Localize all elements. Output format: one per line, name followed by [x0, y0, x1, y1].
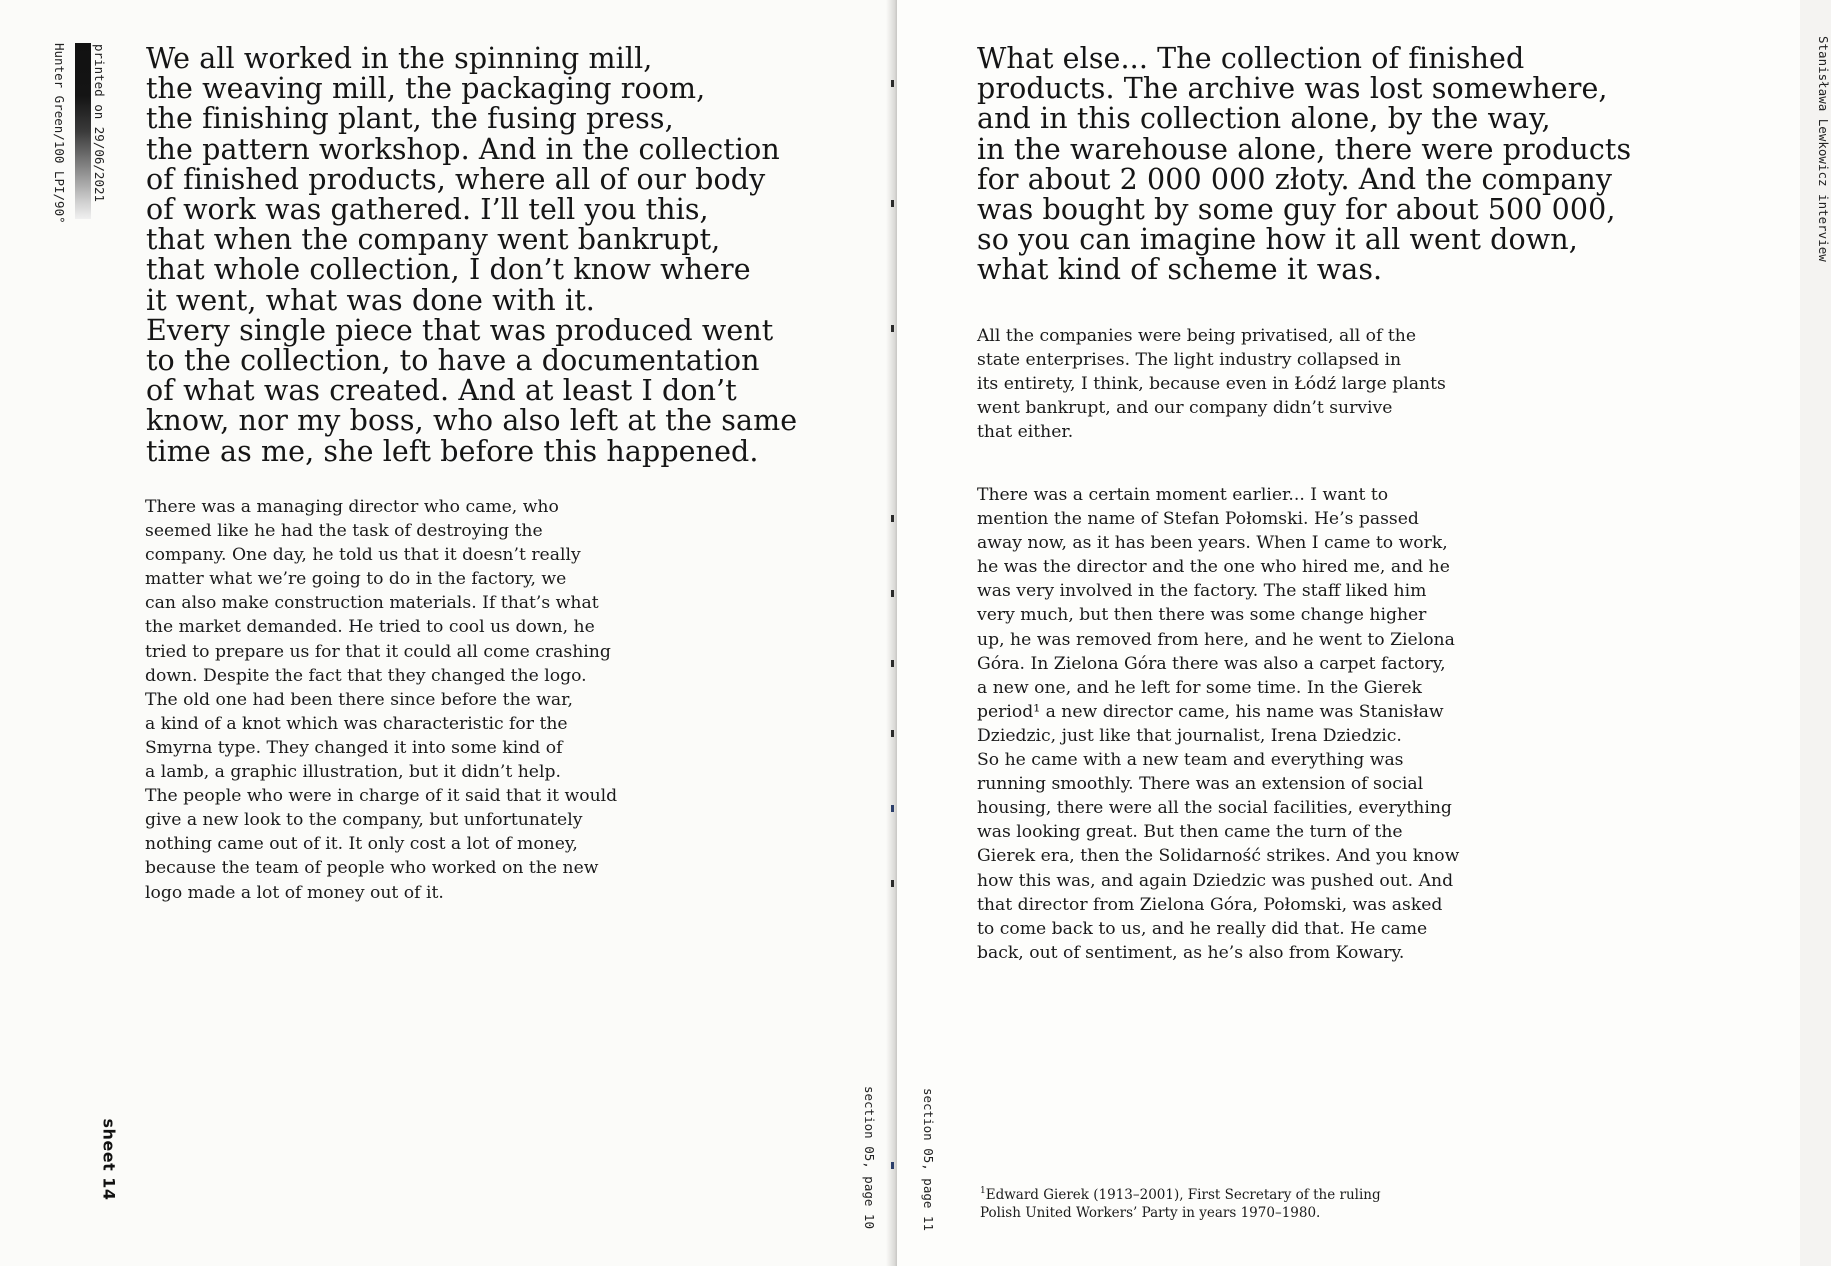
footnote: [980, 1182, 1381, 1222]
running-title: Stanisława Lewkowicz interview: [1816, 36, 1831, 262]
gutter-mark: [891, 590, 894, 597]
gutter-mark: [891, 515, 894, 522]
gutter-mark: [891, 1162, 894, 1169]
gutter-mark: [891, 730, 894, 737]
gutter-mark: [891, 325, 894, 332]
gutter-mark: [891, 660, 894, 667]
body-text-left: There was a managing director who came, who seemed like he had the task of destroying the company. One day, he told us that it doesn’t really matter what we’re going to do in the factory, we can also make construction materials. If that’s what the market demanded. He tried to cool us down, he tried to prepare us for that it could all come crashing down. Despite the fact that they changed the logo. The old one had been there since before the war, a kind of a knot which was characteristic for the Smyrna type. They changed it into some kind of a lamb, a graphic illustration, but it didn’t help. The people who were in charge of it said that it would give a new look to the company, but unfortunately nothing came out of it. It only cost a lot of money, because the team of people who worked on the new logo made a lot of money out of it.: [145, 497, 618, 903]
left-page: [0, 0, 893, 1266]
page-number-left: section 05, page 10: [862, 1086, 877, 1229]
screen-spec-label: Hunter Green/100 LPI/90°: [52, 43, 67, 224]
color-swatch-strip: [75, 43, 91, 219]
footnote-marker: 1: [980, 1186, 986, 1196]
right-page: [897, 0, 1831, 1266]
gutter-mark: [891, 880, 894, 887]
gutter-mark: [891, 805, 894, 812]
gutter-mark: [891, 200, 894, 207]
print-date-label: printed on 29/06/2021: [92, 44, 107, 203]
gutter-mark: [891, 80, 894, 87]
page-number-right: section 05, page 11: [921, 1088, 936, 1231]
body-text-right-2: There was a certain moment earlier... I want to mention the name of Stefan Połomski. He’s passed away now, as it has been years. When I came to work, he was the director and the one who hired me, and he was very involved in the factory. The staff liked him very much, but then there was some change higher up, he was removed from here, and he went to Zielona Góra. In Zielona Góra there was also a carpet factory, a new one, and he left for some time. In the Gierek period¹ a new director came, his name was Stanisław Dziedzic, just like that journalist, Irena Dziedzic. So he came with a new team and everything was running smoothly. There was an extension of social housing, there were all the social facilities, everything was looking great. But then came the turn of the Gierek era, then the Solidarność strikes. And you know how this was, and again Dziedzic was pushed out. And that director from Zielona Góra, Połomski, was asked to come back to us, and he really did that. He came back, out of sentiment, as he’s also from Kowary.: [977, 485, 1460, 963]
footnote-text: Edward Gierek (1913–2001), First Secretary of the ruling Polish United Workers’ Party in years 1970–1980.: [980, 1187, 1381, 1221]
body-text-right-1: All the companies were being privatised, all of the state enterprises. The light industry collapsed in its entirety, I think, because even in Łódź large plants went bankrupt, and our company didn’t survive that either.: [977, 326, 1446, 443]
pull-quote-right: What else... The collection of finished products. The archive was lost somewhere, and in this collection alone, by the way, in the warehouse alone, there were products for about 2 000 000 złoty. And the company was bought by some guy for about 500 000, so you can imagine how it all went down, what kind of scheme it was.: [977, 42, 1632, 287]
sheet-number: sheet 14: [99, 1118, 119, 1201]
pull-quote-left: We all worked in the spinning mill, the weaving mill, the packaging room, the finishing plant, the fusing press, the pattern workshop. And in the collection of finished products, where all of our body of work was gathered. I’ll tell you this, that when the company went bankrupt, that whole collection, I don’t know where it went, what was done with it. Every single piece that was produced went to the collection, to have a documentation of what was created. And at least I don’t know, nor my boss, who also left at the same time as me, she left before this happened.: [146, 42, 798, 468]
